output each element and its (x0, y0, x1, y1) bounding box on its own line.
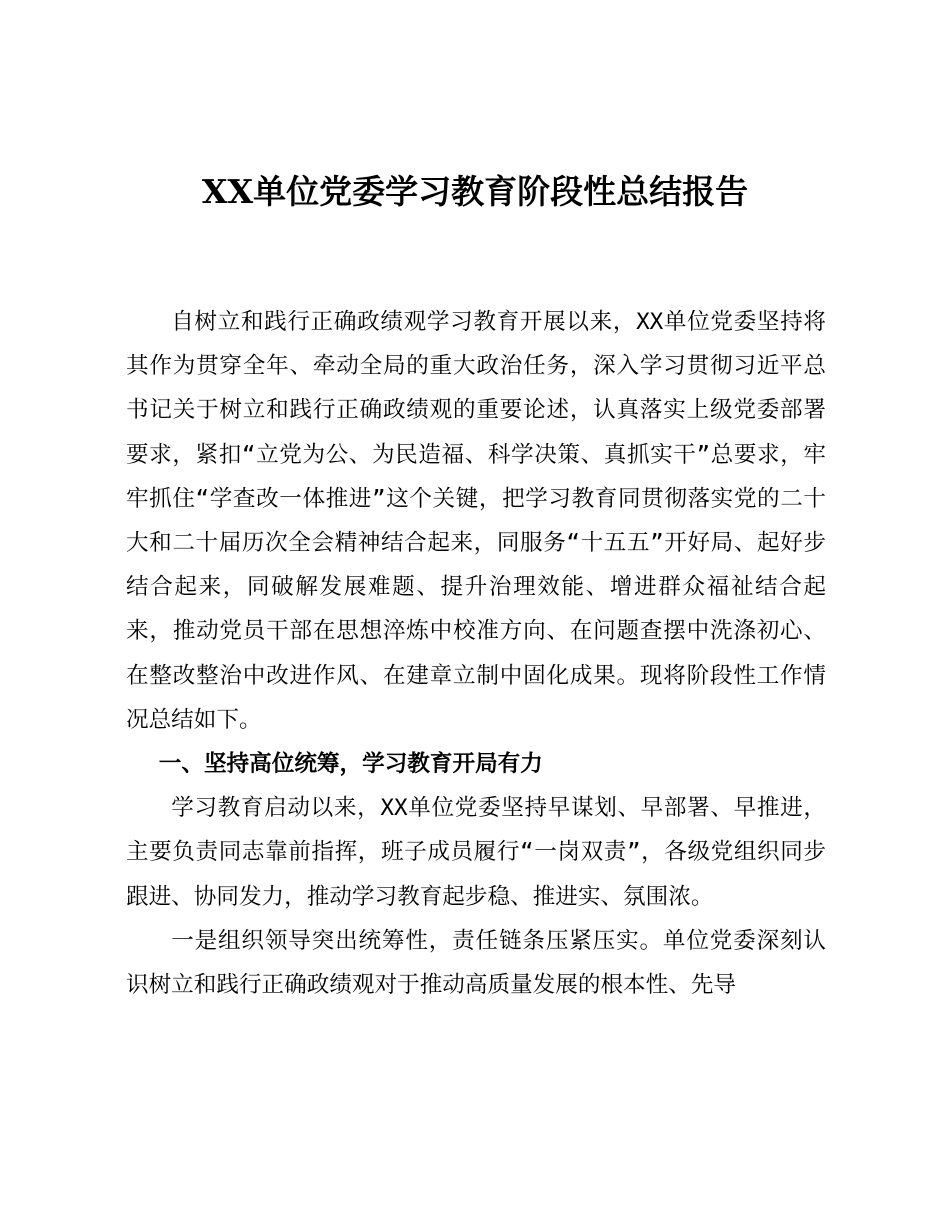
section-1-point-1-paragraph: 一是组织领导突出统筹性，责任链条压紧压实。单位党委深刻认识树立和践行正确政绩观对于推动高质量发展的根本性、先导 (126, 927, 826, 999)
document-body (126, 300, 826, 1007)
section-heading-1: 一、坚持高位统筹，学习教育开局有力 (158, 751, 543, 778)
intro-paragraph: 自树立和践行正确政绩观学习教育开展以来，XX单位党委坚持将其作为贯穿全年、牵动全局的重大政治任务，深入学习贯彻习近平总书记关于树立和践行正确政绩观的重要论述，认真落实上级党委部署要求，紧扣“立党为公、为民造福、科学决策、真抓实干”总要求，牢牢抓住“学查改一体推进”这个关键，把学习教育同贯彻落实党的二十大和二十届历次全会精神结合起来，同服务“十五五”开好局、起好步结合起来，同破解发展难题、提升治理效能、增进群众福祉结合起来，推动党员干部在思想淬炼中校准方向、在问题查摆中洗涤初心、在整改整治中改进作风、在建章立制中固化成果。现将阶段性工作情况总结如下。 (126, 309, 826, 733)
document-title: XX单位党委学习教育阶段性总结报告 (201, 172, 749, 211)
section-1-paragraph: 学习教育启动以来，XX单位党委坚持早谋划、早部署、早推进，主要负责同志靠前指挥，班子成员履行“一岗双责”，各级党组织同步跟进、协同发力，推动学习教育起步稳、推进实、氛围浓。 (126, 795, 826, 910)
